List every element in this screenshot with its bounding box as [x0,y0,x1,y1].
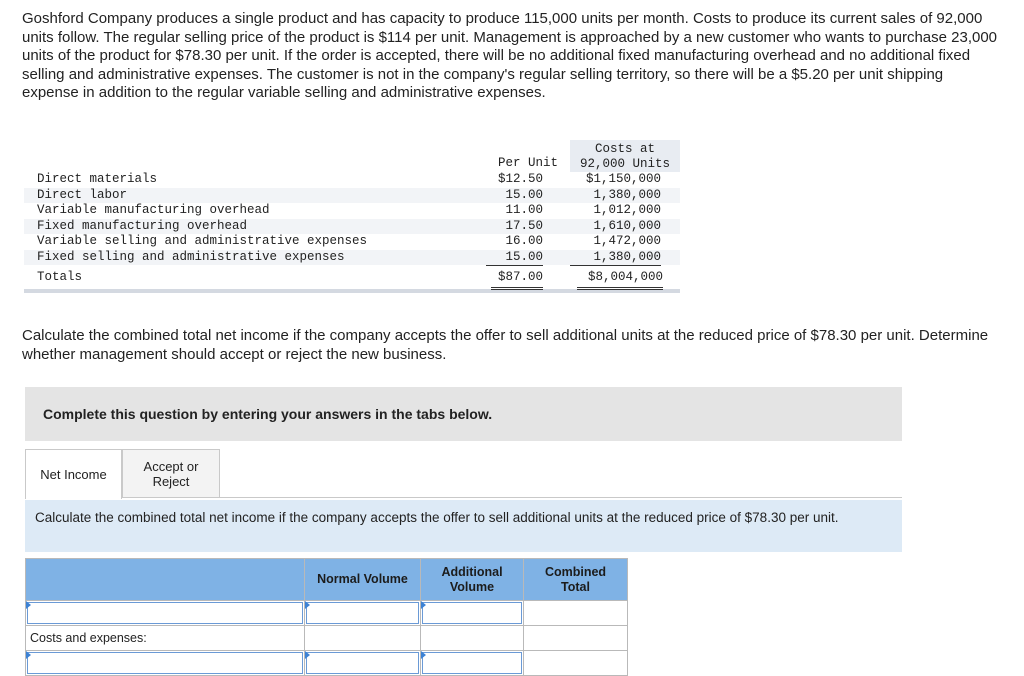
net-income-answer-table [25,558,628,676]
problem-intro-text: Goshford Company produces a single product and has capacity to produce 115,000 units per month. Costs to produce its current sales of 92,000 units follow. The regular selling price of the product is $114 per unit. Management is approached by a new customer who wants to purchase 23,000 units of the product for $78.30 per unit. If the order is accepted, there will be no additional fixed manufacturing overhead and no additional fixed selling and administrative expenses. The customer is not in the company's regular selling territory, so there will be a $5.20 per unit shipping expense in addition to the regular variable selling and administrative expenses. [22,10,998,101]
input-flag-icon [26,651,31,659]
input-flag-icon [305,601,310,609]
row3-additional-volume-input[interactable] [421,651,524,676]
table-row [26,626,628,651]
cost-row-fixed-sga: Fixed selling and administrative expenses 15.00 1,380,000 [24,250,680,266]
input-flag-icon [26,601,31,609]
row3-normal-volume-input[interactable] [305,651,421,676]
costs-and-expenses-label: Costs and expenses: [26,626,305,651]
table-row [26,651,628,676]
answer-table-header-row [26,559,628,601]
tab-net-income[interactable]: Net Income [25,449,122,499]
row1-normal-volume-input[interactable] [305,601,421,626]
additional-volume-header: Additional Volume [421,559,524,601]
row1-additional-volume-input[interactable] [421,601,524,626]
input-flag-icon [421,651,426,659]
cost-table-header [24,140,680,172]
normal-volume-header: Normal Volume [305,559,421,601]
cost-row-direct-labor: Direct labor 15.00 1,380,000 [24,188,680,204]
complete-question-banner: Complete this question by entering your answers in the tabs below. [25,387,902,441]
combined-total-header: Combined Total [524,559,628,601]
question-text: Calculate the combined total net income if the company accepts the offer to sell additional units at the reduced price of $78.30 per unit. Determine whether management should accept or reject the new business. [22,327,989,363]
cost-data-table [24,140,680,293]
row2-normal-volume-cell [305,626,421,651]
cost-row-variable-sga: Variable selling and administrative expenses 16.00 1,472,000 [37,234,661,248]
cost-row-variable-mfg-overhead: Variable manufacturing overhead 11.00 1,012,000 [37,203,661,217]
table-row [26,601,628,626]
answer-header-blank [26,559,305,601]
per-unit-header: Per Unit [497,156,558,170]
tab-instruction-text: Calculate the combined total net income if the company accepts the offer to sell additional units at the reduced price of $78.30 per unit. [25,500,902,552]
cost-row-fixed-mfg-overhead: Fixed manufacturing overhead 17.50 1,610,000 [24,219,680,235]
input-flag-icon [421,601,426,609]
cost-row-direct-materials: Direct materials $12.50 $1,150,000 [37,172,661,186]
costs-at-units-header: Costs at 92,000 Units [570,140,680,172]
row1-combined-total-cell [524,601,628,626]
row2-combined-total-cell [524,626,628,651]
row3-label-input[interactable] [26,651,305,676]
row1-label-input[interactable] [26,601,305,626]
tab-divider [121,497,902,498]
tab-accept-or-reject[interactable]: Accept or Reject [122,449,220,498]
cost-row-totals: Totals $87.00 $8,004,000 [24,265,680,289]
input-flag-icon [305,651,310,659]
row3-combined-total-cell [524,651,628,676]
row2-additional-volume-cell [421,626,524,651]
